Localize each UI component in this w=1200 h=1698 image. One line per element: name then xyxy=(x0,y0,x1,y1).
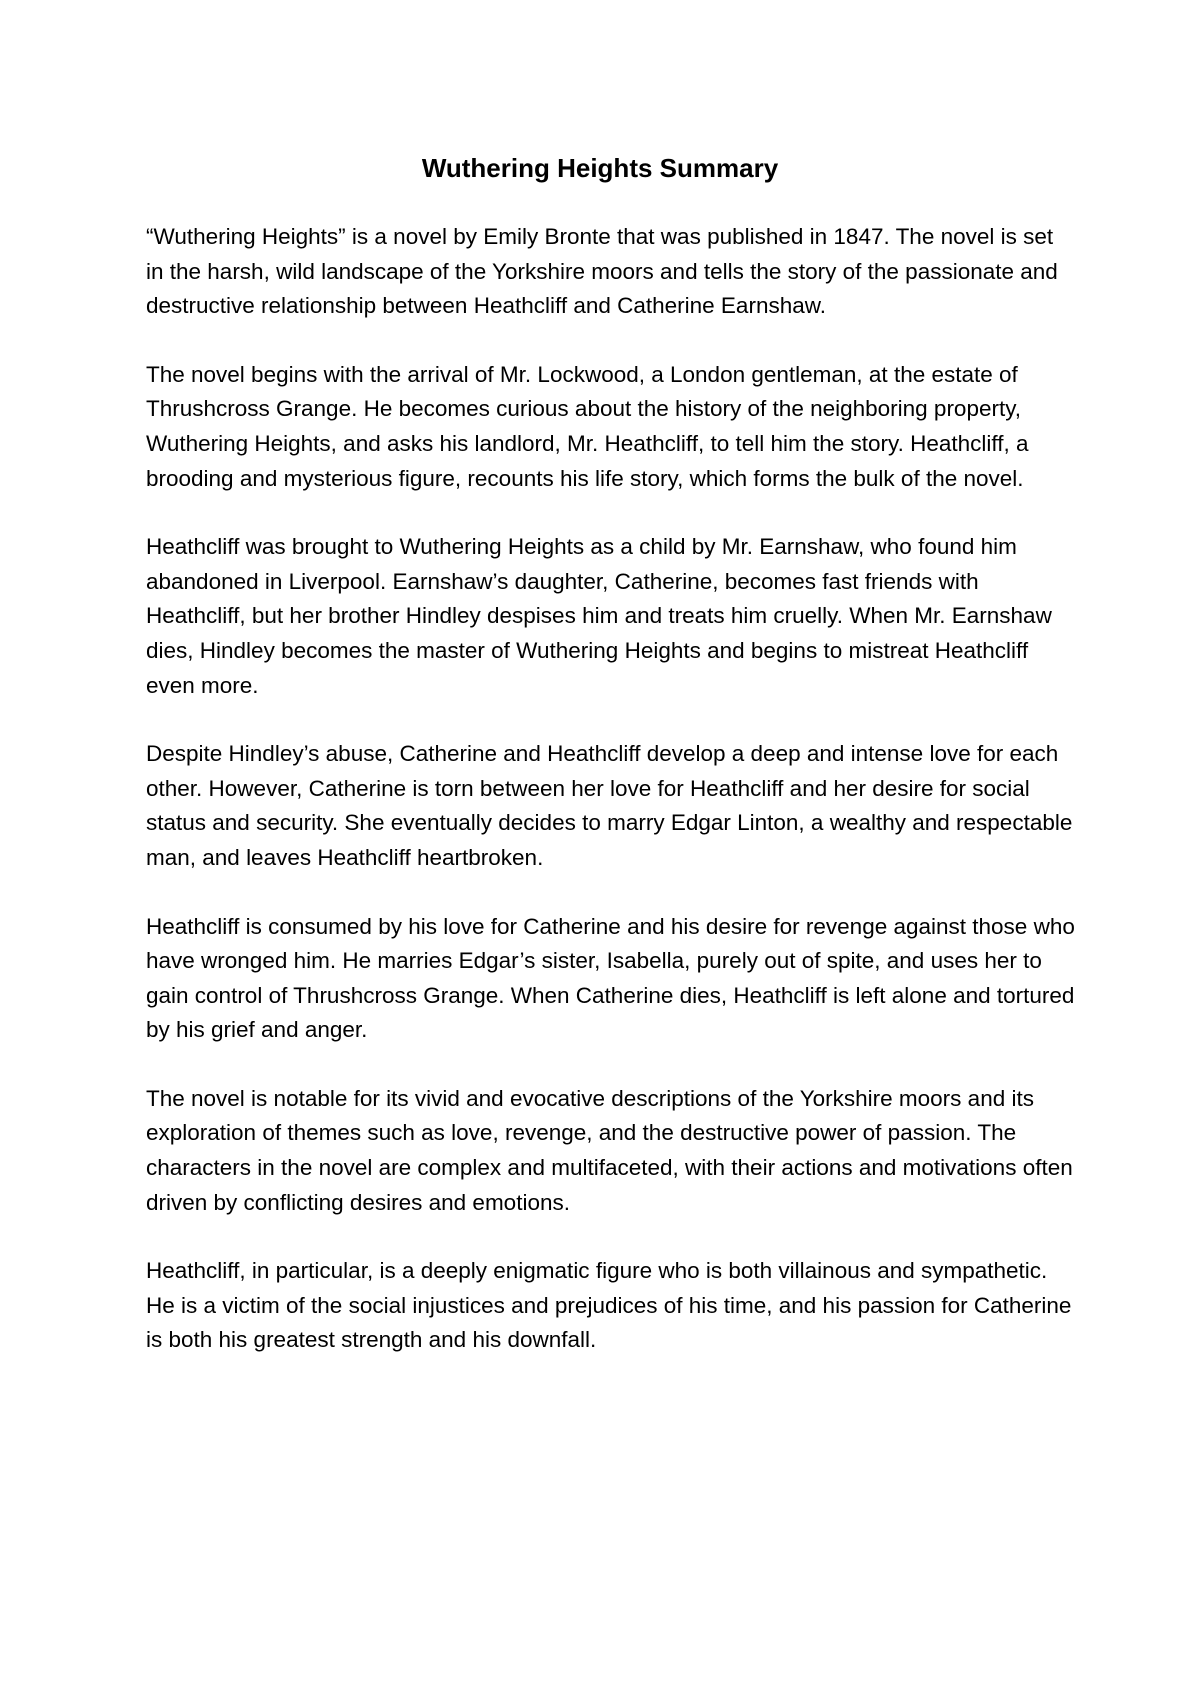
paragraph-2: The novel begins with the arrival of Mr. Lockwood, a London gentleman, at the estate of Thrushcross Grange. He becomes curious about the history of the neighboring property, Wuthering Heights, and asks his landlord, Mr. Heathcliff, to tell him the story. Heathcliff, a brooding and mysterious figure, recounts his life story, which forms the bulk of the novel. xyxy=(146,361,1029,491)
paragraph-7: Heathcliff, in particular, is a deeply enigmatic figure who is both villainous and sympathetic. He is a victim of the social injustices and prejudices of his time, and his passion for Catherine is both his greatest strength and his downfall. xyxy=(146,1258,1072,1353)
paragraph-3: Heathcliff was brought to Wuthering Heights as a child by Mr. Earnshaw, who found him abandoned in Liverpool. Earnshaw’s daughter, Catherine, becomes fast friends with Heathcliff, but her brother Hindley despises him and treats him cruelly. When Mr. Earnshaw dies, Hindley becomes the master of Wuthering Heights and begins to mistreat Heathcliff even more. xyxy=(146,534,1052,698)
paragraph-1: “Wuthering Heights” is a novel by Emily Bronte that was published in 1847. The novel is set in the harsh, wild landscape of the Yorkshire moors and tells the story of the passionate and destructive relationship between Heathcliff and Catherine Earnshaw. xyxy=(146,224,1058,319)
paragraph-4: Despite Hindley’s abuse, Catherine and Heathcliff develop a deep and intense love for each other. However, Catherine is torn between her love for Heathcliff and her desire for social status and security. She eventually decides to marry Edgar Linton, a wealthy and respectable man, and leaves Heathcliff heartbroken. xyxy=(146,741,1073,870)
paragraph-6: The novel is notable for its vivid and evocative descriptions of the Yorkshire moors and its exploration of themes such as love, revenge, and the destructive power of passion. The characters in the novel are complex and multifaceted, with their actions and motivations often driven by conflicting desires and emotions. xyxy=(146,1085,1073,1215)
document-body xyxy=(146,220,1076,1392)
paragraph-5: Heathcliff is consumed by his love for Catherine and his desire for revenge against those who have wronged him. He marries Edgar’s sister, Isabella, purely out of spite, and uses her to gain control of Thrushcross Grange. When Catherine dies, Heathcliff is left alone and tortured by his grief and anger. xyxy=(146,913,1075,1043)
document-title: Wuthering Heights Summary xyxy=(421,153,779,183)
